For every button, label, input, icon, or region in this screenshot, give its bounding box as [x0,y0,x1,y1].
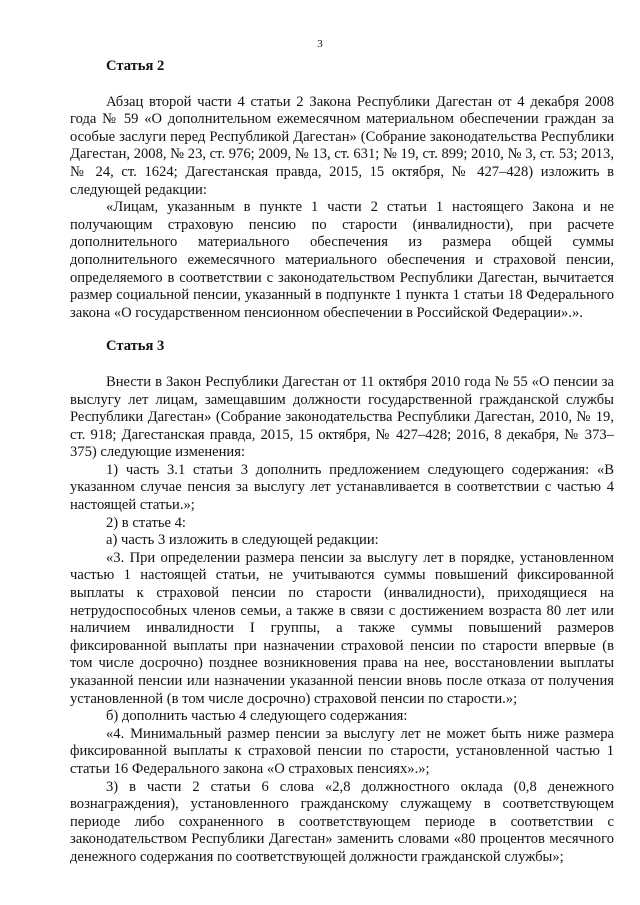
article-3-paragraph: 1) часть 3.1 статьи 3 дополнить предложением следующего содержания: «В указанном случае пенсия за выслугу лет устанавливается в соответствии с частью 4 настоящей статьи.»; [70,461,614,514]
article-3-paragraph: «3. При определении размера пенсии за выслугу лет в порядке, установленном частью 1 настоящей статьи, не учитываются суммы повышений фиксированной выплаты к страховой пенсии по старости (инвалидности), приходящиеся на нетрудоспособных членов семьи, а также в связи с достижением возраста 80 лет или наличием инвалидности I группы, а также суммы повышений размеров фиксированной выплаты при назначении страховой пенсии по старости впервые (в том числе досрочно) позднее возникновения права на нее, восстановлении выплаты указанной пенсии или назначении указанной пенсии вновь после отказа от получения установленной (в том числе досрочно) страховой пенсии по старости.»; [70,549,614,707]
article-3-paragraph: 2) в статье 4: [106,514,186,531]
article-2-heading: Статья 2 [106,58,165,74]
article-3-paragraph: 3) в части 2 статьи 6 слова «2,8 должностного оклада (0,8 денежного вознаграждения), установленного гражданскому служащему в соответствующем периоде либо сохраненного в соответствующем периоде в соответствии с законодательством Республики Дагестан» заменить словами «80 процентов месячного денежного содержания по соответствующей должности гражданской службы»; [70,778,614,865]
article-3-heading: Статья 3 [106,338,165,355]
page-number: 3 [317,38,323,50]
article-3-paragraph: а) часть 3 изложить в следующей редакции: [106,532,379,549]
document-body [70,58,614,867]
article-2-paragraph: Абзац второй части 4 статьи 2 Закона Республики Дагестан от 4 декабря 2008 года № 59 «О дополнительном ежемесячном материальном обеспечении граждан за особые заслуги перед Республикой Дагестан» (Собрание законодательства Республики Дагестан, 2008, № 23, ст. 976; 2009, № 13, ст. 631; № 19, ст. 899; 2010, № 3, ст. 53; 2013, № 24, ст. 1624; Дагестанская правда, 2015, 15 октября, № 427–428) изложить в следующей редакции: [70,93,614,198]
article-2-paragraph: «Лицам, указанным в пункте 1 части 2 статьи 1 настоящего Закона и не получающим страховую пенсию по старости (инвалидности), при расчете дополнительного материального обеспечения из размера общей суммы дополнительного ежемесячного материального обеспечения и страховой пенсии, определяемого в соответствии с законодательством Республики Дагестан, вычитается размер социальной пенсии, указанный в подпункте 1 пункта 1 статьи 18 Федерального закона «О государственном пенсионном обеспечении в Российской Федерации».». [70,199,614,321]
article-3-paragraph: б) дополнить частью 4 следующего содержания: [106,708,408,725]
article-3-paragraph: «4. Минимальный размер пенсии за выслугу лет не может быть ниже размера фиксированной выплаты к страховой пенсии по старости, установленной частью 1 статьи 16 Федерального закона «О страховых пенсиях».»; [70,725,614,777]
article-3-paragraph: Внести в Закон Республики Дагестан от 11 октября 2010 года № 55 «О пенсии за выслугу лет лицам, замещавшим должности государственной гражданской службы Республики Дагестан» (Собрание законодательства Республики Дагестан, 2010, № 19, ст. 918; Дагестанская правда, 2015, 15 октября, № 427–428; 2016, 8 декабря, № 373–375) следующие изменения: [70,373,614,461]
